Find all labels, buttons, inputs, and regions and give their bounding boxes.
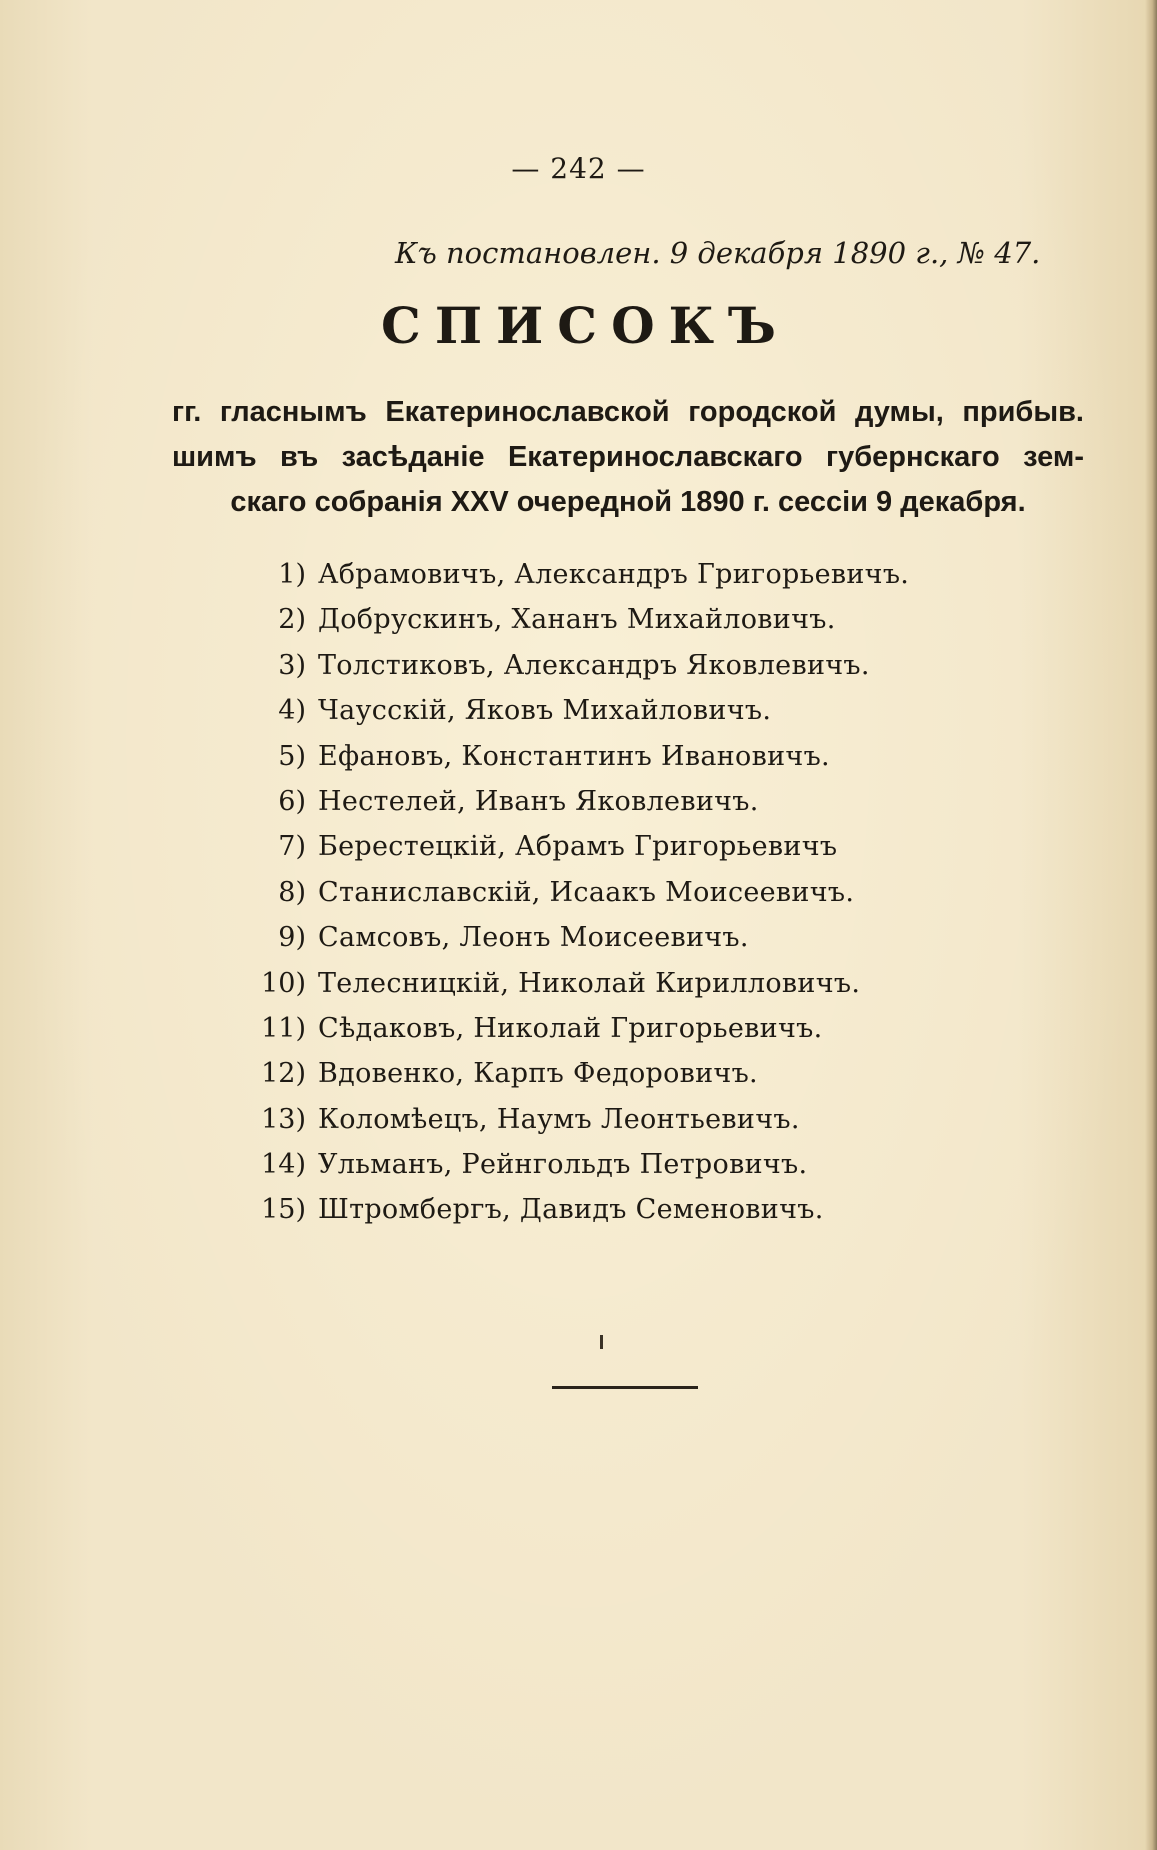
member-name: Добрускинъ, Хананъ Михайловичъ. [318,604,836,636]
end-divider-rule [552,1386,698,1389]
member-name: Толстиковъ, Александръ Яковлевичъ. [318,649,870,681]
list-item [230,1142,950,1187]
item-number: 5) [278,740,306,772]
member-name: Абрамовичъ, Александръ Григорьевичъ. [318,559,910,590]
list-item [230,1097,950,1142]
list-item [230,1051,950,1096]
member-name: Телесницкій, Николай Кирилловичъ. [318,967,861,999]
page-edge-shadow [1145,0,1157,1850]
subtitle-line: скаго собранія XXV очередной 1890 г. сессіи 9 декабря. [230,486,1026,518]
page-number: — 242 — [511,152,646,185]
item-number: 4) [278,695,306,727]
member-name: Сѣдаковъ, Николай Григорьевичъ. [318,1012,823,1044]
member-name: Вдовенко, Карпъ Федоровичъ. [318,1058,758,1090]
item-number: 13) [261,1103,306,1135]
member-name: Ефановъ, Константинъ Ивановичъ. [318,740,830,772]
item-number: 15) [261,1194,306,1226]
subtitle-line: гг. гласнымъ Екатеринославской городской думы, прибыв. [172,396,1084,428]
member-name: Самсовъ, Леонъ Моисеевичъ. [318,922,749,954]
member-name: Берестецкій, Абрамъ Григорьевичъ [318,831,838,863]
member-name: Ульманъ, Рейнгольдъ Петровичъ. [318,1149,808,1181]
list-item [230,597,950,642]
document-subtitle [172,390,1084,525]
item-number: 2) [278,604,306,636]
resolution-reference: Къ постановлен. 9 декабря 1890 г., № 47. [395,236,1041,270]
list-item [230,552,950,597]
list-item [230,961,950,1006]
list-item [230,643,950,688]
item-number: 11) [261,1012,306,1044]
document-title: СПИСОКЪ [381,296,790,355]
members-list [230,552,950,1233]
item-number: 6) [278,785,306,817]
list-item [230,1006,950,1051]
list-item [230,824,950,869]
subtitle-line: шимъ въ засѣданіе Екатеринославскаго губернскаго зем- [172,441,1084,473]
item-number: 12) [261,1058,306,1090]
list-item [230,1187,950,1232]
item-number: 10) [261,967,306,999]
member-name: Нестелей, Иванъ Яковлевичъ. [318,785,759,817]
item-number: 1) [278,559,306,590]
list-item [230,870,950,915]
ink-mark [600,1335,603,1349]
list-item [230,779,950,824]
member-name: Коломѣецъ, Наумъ Леонтьевичъ. [318,1103,800,1135]
member-name: Чаусскій, Яковъ Михайловичъ. [318,695,772,727]
item-number: 7) [278,831,306,863]
list-item [230,915,950,960]
list-item [230,734,950,779]
item-number: 8) [278,876,306,908]
member-name: Станиславскій, Исаакъ Моисеевичъ. [318,876,855,908]
item-number: 9) [278,922,306,954]
item-number: 3) [278,649,306,681]
item-number: 14) [261,1149,306,1181]
member-name: Штромбергъ, Давидъ Семеновичъ. [318,1194,824,1226]
list-item [230,688,950,733]
